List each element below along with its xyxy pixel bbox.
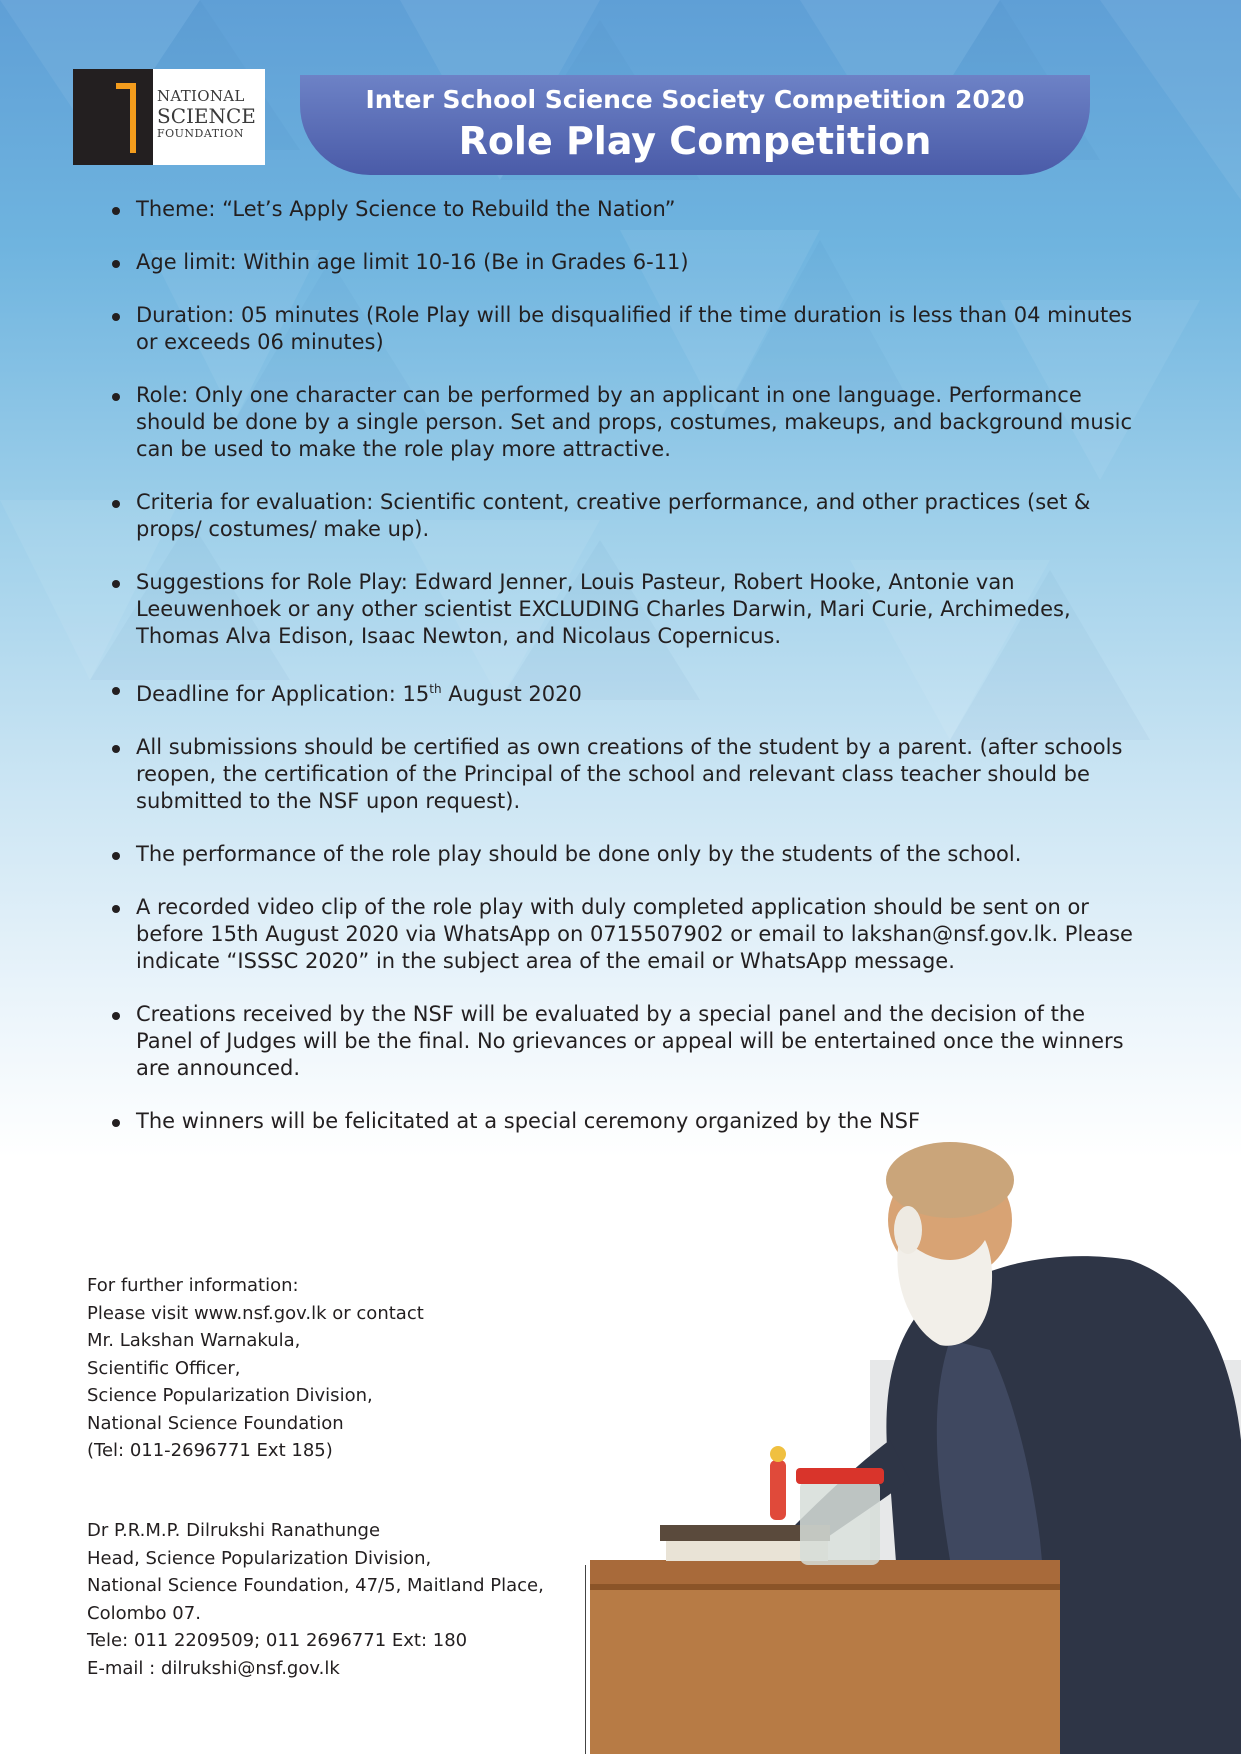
- logo-line-2: SCIENCE: [157, 104, 256, 128]
- divider-line: [585, 1565, 586, 1754]
- nsf-logo: [73, 69, 265, 165]
- head-line: National Science Foundation, 47/5, Maitland Place,: [87, 1575, 544, 1596]
- rule-item: Creations received by the NSF will be evaluated by a special panel and the decision of the Panel of Judges will be the final. No grievances or appeal will be entertained once the winners are announced.: [108, 1001, 1138, 1082]
- logo-line-1: NATIONAL: [157, 87, 245, 105]
- head-line: Colombo 07.: [87, 1602, 201, 1624]
- logo-line-3: FOUNDATION: [157, 127, 245, 140]
- nsf-logo-mark-icon: [73, 69, 153, 165]
- title-banner: [300, 75, 1090, 175]
- rule-item: Suggestions for Role Play: Edward Jenner, Louis Pasteur, Robert Hooke, Antonie van Leeuwenhoek or any other scientist EXCLUDING Charles Darwin, Mari Curie, Archimedes, Thomas Alva Edison, Isaac Newton, and Nicolaus Copernicus.: [108, 569, 1138, 650]
- rule-item: A recorded video clip of the role play with duly completed application should be sent on or before 15th August 2020 via WhatsApp on 0715507902 or email to lakshan@nsf.gov.lk. Please indicate “ISSSC 2020” in the subject area of the email or WhatsApp message.: [108, 894, 1138, 975]
- nsf-logo-text: [157, 89, 265, 139]
- contact-line: National Science Foundation: [87, 1412, 344, 1434]
- contact-line: Science Popularization Division,: [87, 1385, 373, 1406]
- competition-subtitle: Inter School Science Society Competition 2020: [365, 85, 1025, 114]
- rule-item: The performance of the role play should be done only by the students of the school.: [108, 841, 1138, 868]
- contact-line: For further information:: [87, 1275, 299, 1296]
- rule-item-deadline: [108, 676, 1138, 708]
- contact-line: Please visit www.nsf.gov.lk or contact: [87, 1302, 424, 1324]
- rule-item: Age limit: Within age limit 10-16 (Be in Grades 6-11): [108, 249, 1138, 276]
- contact-info: [87, 1272, 607, 1465]
- competition-title: Role Play Competition: [458, 119, 932, 163]
- head-line: Tele: 011 2209509; 011 2696771 Ext: 180: [87, 1630, 468, 1651]
- head-line: Head, Science Popularization Division,: [87, 1547, 432, 1569]
- rule-item: Theme: “Let’s Apply Science to Rebuild the Nation”: [108, 196, 1138, 223]
- head-line: E-mail : dilrukshi@nsf.gov.lk: [87, 1657, 340, 1679]
- contact-line: (Tel: 011-2696771 Ext 185): [87, 1440, 333, 1461]
- rules-list: [108, 196, 1138, 1161]
- rule-item: Duration: 05 minutes (Role Play will be disqualified if the time duration is less than 04 minutes or exceeds 06 minutes): [108, 302, 1138, 356]
- scientist-role-play-photo: [590, 1140, 1241, 1754]
- head-line: Dr P.R.M.P. Dilrukshi Ranathunge: [87, 1520, 381, 1541]
- division-head-info: [87, 1517, 607, 1682]
- rule-item: Role: Only one character can be performed by an applicant in one language. Performance should be done by a single person. Set and props, costumes, makeups, and background music can be used to make the role play more attractive.: [108, 382, 1138, 463]
- rule-item: All submissions should be certified as own creations of the student by a parent. (after schools reopen, the certification of the Principal of the school and relevant class teacher should be submitted to the NSF upon request).: [108, 734, 1138, 815]
- rule-item: Criteria for evaluation: Scientific content, creative performance, and other practices (set & props/ costumes/ make up).: [108, 489, 1138, 543]
- contact-line: Mr. Lakshan Warnakula,: [87, 1330, 301, 1351]
- contact-line: Scientific Officer,: [87, 1357, 241, 1379]
- deadline-text: Deadline for Application: 15: [136, 682, 430, 706]
- deadline-text-after: August 2020: [441, 682, 582, 706]
- deadline-superscript: th: [429, 682, 442, 696]
- rule-item: The winners will be felicitated at a special ceremony organized by the NSF: [108, 1108, 1138, 1135]
